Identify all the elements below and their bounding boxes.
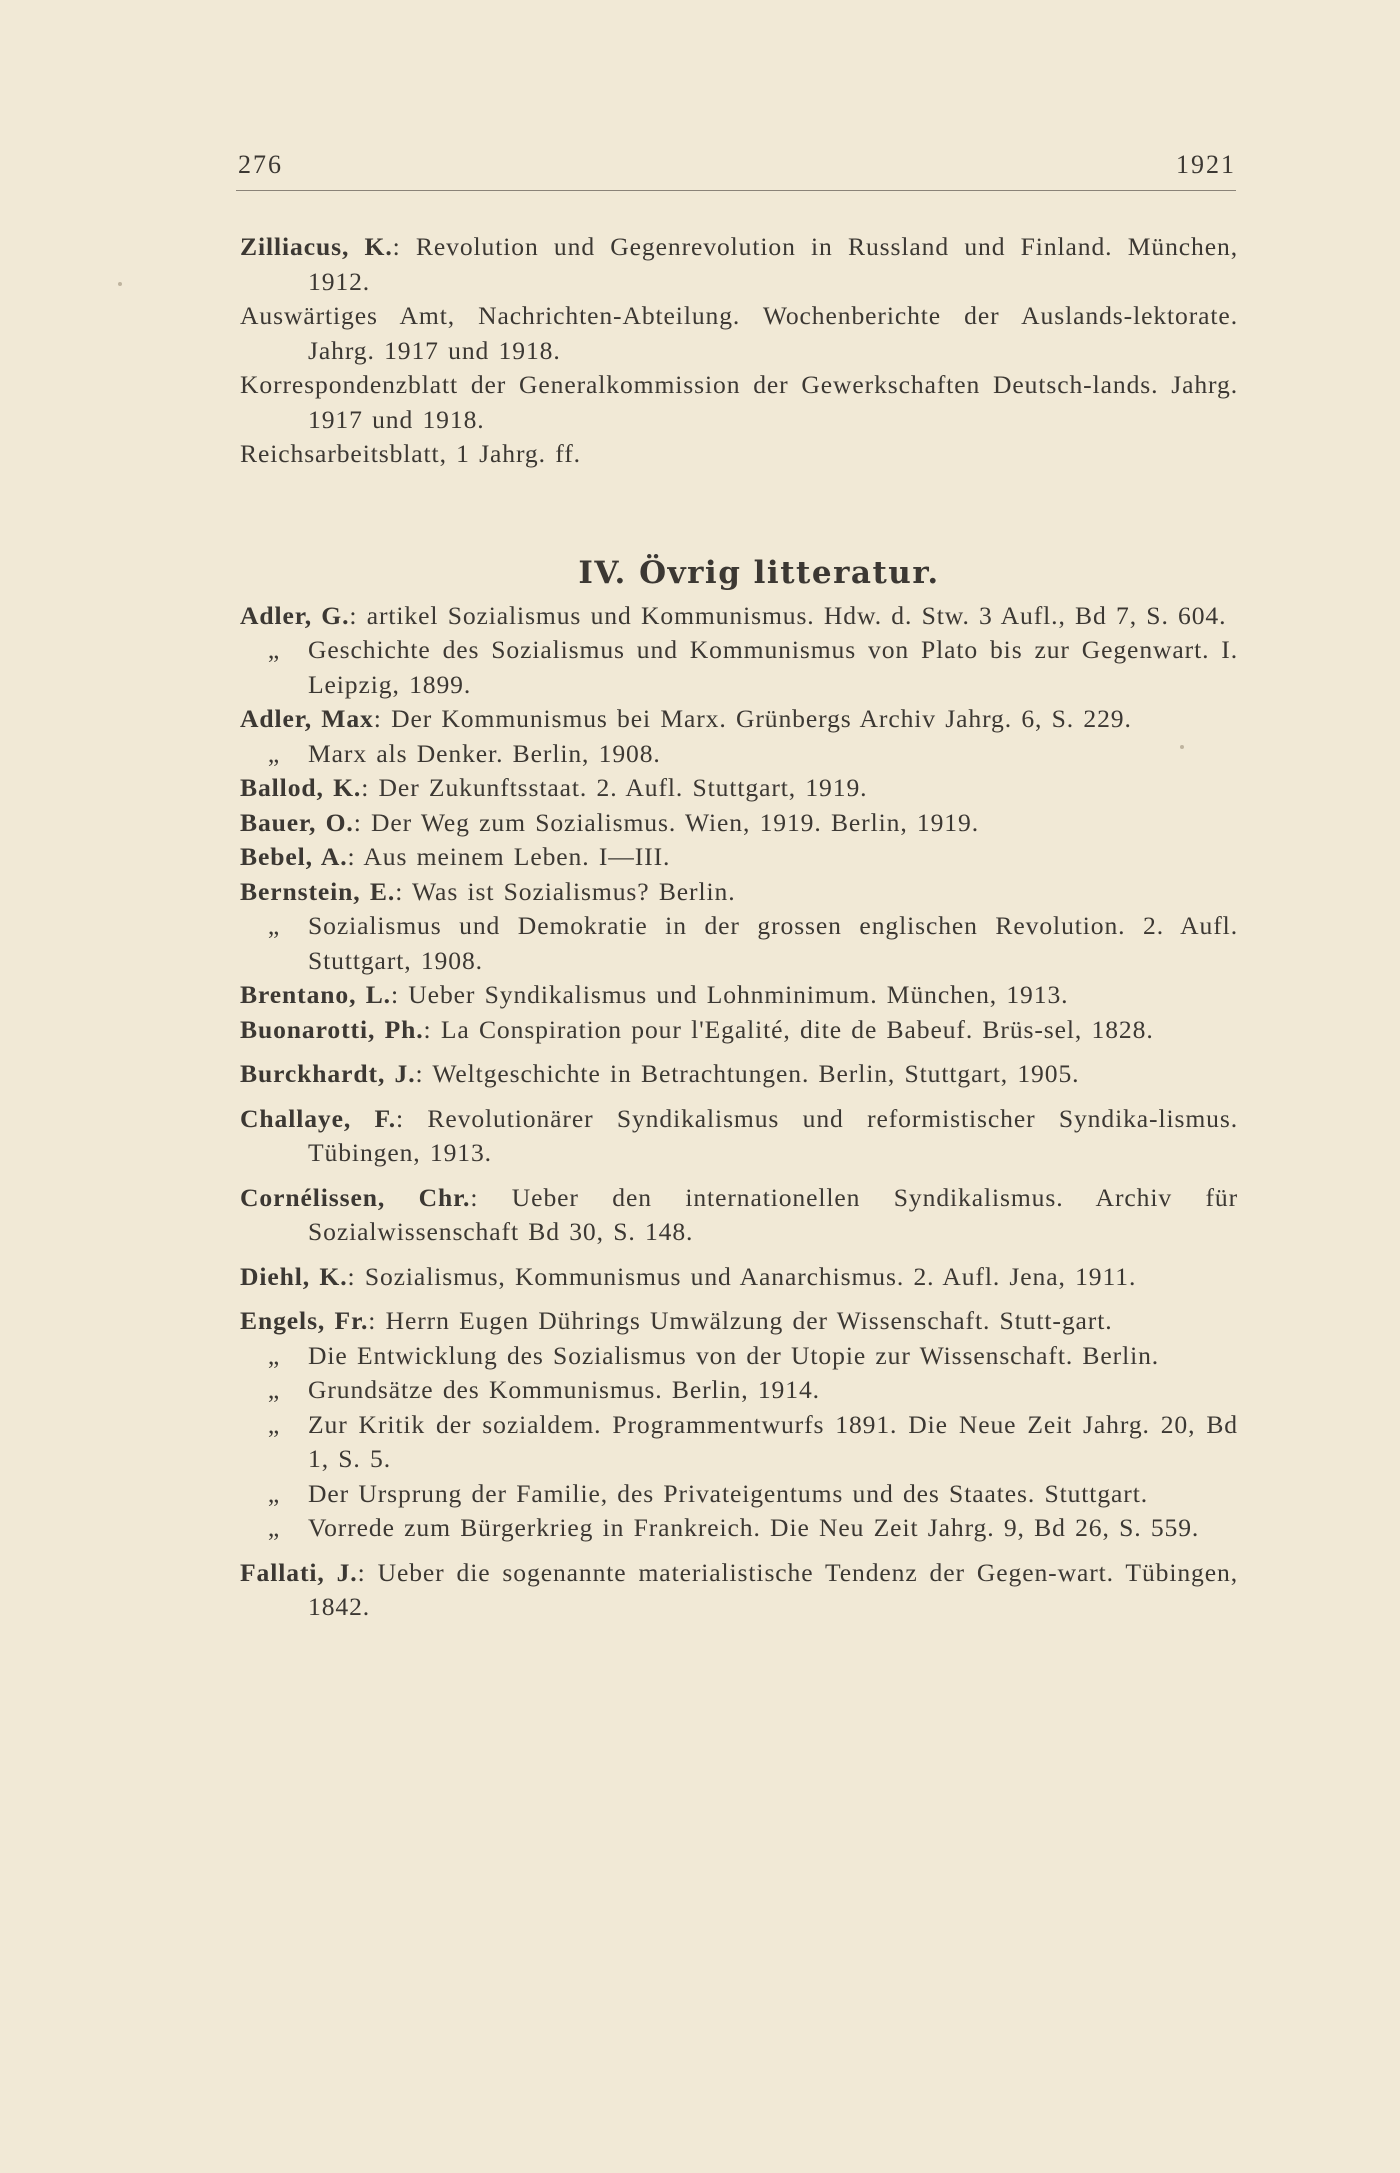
entry-text: Ueber den internationellen Syndikalismus. Archiv für Sozialwissenschaft Bd 30, S. 148. <box>308 1182 1239 1246</box>
entry-text: Korrespondenzblatt der Generalkommission der Gewerkschaften Deutsch-lands. Jahrg. 1917 und 1918. <box>240 370 1238 434</box>
bibliography-entry <box>240 1013 1238 1048</box>
entry-author: Ballod, K. <box>240 773 362 802</box>
entry-separator: : <box>347 842 364 871</box>
entry-text: Revolutionärer Syndikalismus und reformistischer Syndika-lismus. Tübingen, 1913. <box>308 1103 1239 1167</box>
bibliography-entry <box>240 978 1238 1013</box>
ditto-mark: „ <box>267 1513 281 1542</box>
bibliography-entry <box>240 702 1238 737</box>
entry-author: Cornélissen, Chr. <box>240 1182 471 1212</box>
bibliography-entry <box>240 1339 1238 1374</box>
entry-text: Vorrede zum Bürgerkrieg in Frankreich. Die Neu Zeit Jahrg. 9, Bd 26, S. 559. <box>308 1513 1200 1542</box>
section-title: IV. Övrig litteratur. <box>578 554 940 591</box>
entry-separator: : <box>415 1059 433 1088</box>
entry-text: Sozialismus, Kommunismus und Aanarchismus. 2. Aufl. Jena, 1911. <box>364 1261 1137 1291</box>
bibliography-entry <box>240 299 1238 368</box>
entry-text: Der Weg zum Sozialismus. Wien, 1919. Berlin, 1919. <box>371 807 980 837</box>
entry-separator: : <box>353 807 371 837</box>
bibliography-entry <box>240 1260 1238 1295</box>
bibliography <box>240 230 1238 1625</box>
entry-separator: : <box>470 1182 512 1212</box>
entry-author: Brentano, L. <box>240 980 391 1009</box>
entry-separator: : <box>368 1306 386 1335</box>
ditto-mark: „ <box>267 911 281 940</box>
bibliography-entry <box>240 875 1238 910</box>
entry-author: Bernstein, E. <box>240 876 396 906</box>
ditto-mark: „ <box>267 1375 281 1404</box>
page-header <box>238 150 1236 190</box>
bibliography-top-list <box>240 230 1238 472</box>
entry-author: Bauer, O. <box>240 807 354 837</box>
entry-author: Bebel, A. <box>240 842 348 871</box>
entry-separator: : <box>349 600 367 630</box>
entry-text: Auswärtiges Amt, Nachrichten-Abteilung. Wochenberichte der Auslands-lektorate. Jahrg. 1917 und 1918. <box>240 301 1238 365</box>
entry-text: Der Zukunftsstaat. 2. Aufl. Stuttgart, 1919. <box>378 773 868 802</box>
entry-text: Ueber Syndikalismus und Lohnminimum. München, 1913. <box>408 980 1069 1009</box>
entry-author: Diehl, K. <box>240 1261 348 1291</box>
entry-text: Revolution und Gegenrevolution in Russland und Finland. München, 1912. <box>308 232 1239 296</box>
bibliography-entry <box>240 840 1238 875</box>
bibliography-entry <box>240 1373 1238 1408</box>
bibliography-entry <box>240 230 1238 299</box>
entry-text: Grundsätze des Kommunismus. Berlin, 1914. <box>308 1375 820 1404</box>
running-head-year: 1921 <box>1176 150 1236 179</box>
entry-separator: : <box>395 876 413 906</box>
bibliography-entry <box>240 737 1238 772</box>
entry-text: Weltgeschichte in Betrachtungen. Berlin, Stuttgart, 1905. <box>432 1059 1080 1088</box>
entry-text: Was ist Sozialismus? Berlin. <box>412 876 736 906</box>
ditto-mark: „ <box>267 1340 281 1370</box>
bibliography-entry <box>240 1304 1238 1339</box>
entry-text: Herrn Eugen Dührings Umwälzung der Wissenschaft. Stutt-gart. <box>385 1306 1113 1335</box>
entry-text: Marx als Denker. Berlin, 1908. <box>308 738 661 768</box>
ditto-mark: „ <box>267 1478 281 1508</box>
entry-separator: : <box>423 1014 441 1044</box>
ditto-mark: „ <box>267 635 281 664</box>
entry-text: Der Kommunismus bei Marx. Grünbergs Archiv Jahrg. 6, S. 229. <box>391 704 1132 733</box>
bibliography-entry <box>240 771 1238 806</box>
entry-text: Die Entwicklung des Sozialismus von der Utopie zur Wissenschaft. Berlin. <box>308 1340 1160 1370</box>
entry-text: La Conspiration pour l'Egalité, dite de Babeuf. Brüs-sel, 1828. <box>440 1014 1154 1044</box>
entry-separator: : <box>347 1261 365 1291</box>
entry-text: Zur Kritik der sozialdem. Programmentwurfs 1891. Die Neue Zeit Jahrg. 20, Bd 1, S. 5. <box>308 1409 1238 1473</box>
entry-text: Sozialismus und Demokratie in der grossen englischen Revolution. 2. Aufl. Stuttgart, 1908. <box>308 911 1238 975</box>
entry-text: Geschichte des Sozialismus und Kommunismus von Plato bis zur Gegenwart. I. Leipzig, 1899. <box>308 635 1238 699</box>
bibliography-entry <box>240 1556 1238 1625</box>
entry-author: Burckhardt, J. <box>240 1059 416 1088</box>
entry-author: Fallati, J. <box>240 1557 358 1587</box>
entry-separator: : <box>357 1557 378 1587</box>
paper-speck <box>118 282 122 286</box>
bibliography-entry <box>240 1408 1238 1477</box>
header-rule <box>236 190 1236 191</box>
entry-separator: : <box>390 980 409 1009</box>
entry-author: Challaye, F. <box>240 1103 397 1133</box>
bibliography-entry <box>240 909 1238 978</box>
entry-text: artikel Sozialismus und Kommunismus. Hdw. d. Stw. 3 Aufl., Bd 7, S. 604. <box>366 600 1227 630</box>
entry-author: Buonarotti, Ph. <box>240 1014 424 1044</box>
entry-text: Der Ursprung der Familie, des Privateigentums und des Staates. Stuttgart. <box>308 1478 1149 1508</box>
entry-separator: : <box>396 1103 428 1133</box>
bibliography-entry <box>240 437 1238 472</box>
bibliography-section-list <box>240 599 1238 1625</box>
entry-text: Reichsarbeitsblatt, 1 Jahrg. ff. <box>240 439 581 468</box>
bibliography-entry <box>240 1511 1238 1546</box>
entry-author: Adler, Max <box>240 704 374 733</box>
entry-separator: : <box>392 232 416 261</box>
bibliography-entry <box>240 599 1238 634</box>
entry-author: Zilliacus, K. <box>240 232 393 261</box>
ditto-mark: „ <box>267 1409 281 1439</box>
bibliography-entry <box>240 1477 1238 1512</box>
page-number: 276 <box>238 150 283 179</box>
entry-text: Aus meinem Leben. I—III. <box>363 842 671 871</box>
bibliography-entry <box>240 1181 1238 1250</box>
entry-author: Adler, G. <box>240 600 350 630</box>
bibliography-entry <box>240 1102 1238 1171</box>
entry-separator: : <box>373 704 392 733</box>
ditto-mark: „ <box>267 738 281 768</box>
bibliography-entry <box>240 633 1238 702</box>
entry-separator: : <box>361 773 379 802</box>
entry-text: Ueber die sogenannte materialistische Tendenz der Gegen-wart. Tübingen, 1842. <box>308 1557 1239 1621</box>
bibliography-entry <box>240 368 1238 437</box>
bibliography-entry <box>240 806 1238 841</box>
bibliography-entry <box>240 1057 1238 1092</box>
entry-author: Engels, Fr. <box>240 1306 369 1335</box>
